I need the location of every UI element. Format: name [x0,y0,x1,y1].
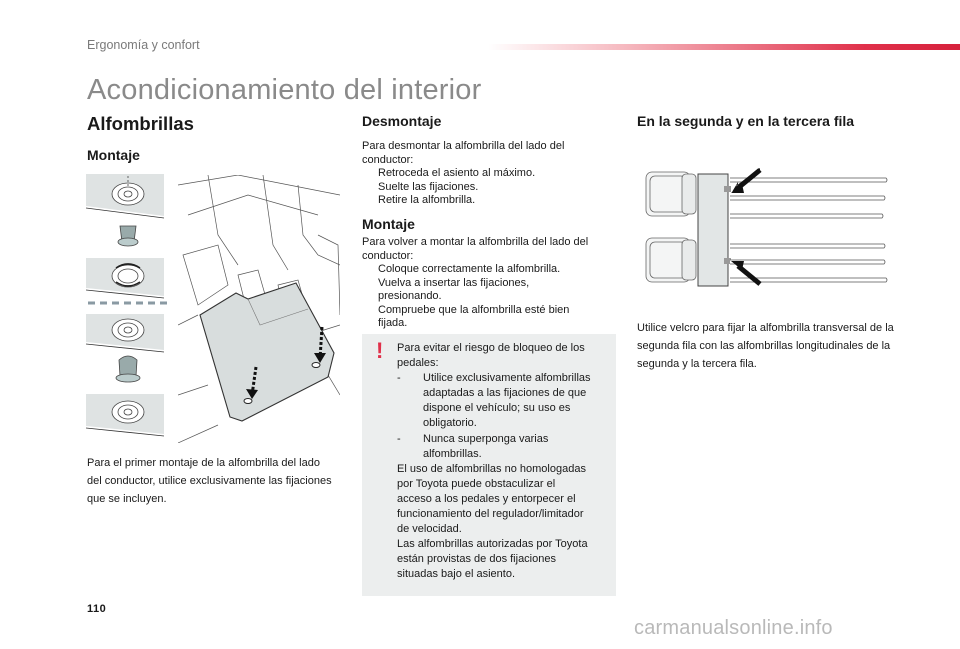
warning-line: pedales: [397,357,439,370]
warning-line: dispone el vehículo; su uso es [423,402,571,415]
step-text: Retire la alfombrilla. [378,194,476,206]
list-item [362,304,616,331]
subheading-desmontaje: Desmontaje [362,113,442,129]
page-number: 110 [87,603,107,615]
subheading-montaje-middle: Montaje [362,216,415,232]
warning-text [397,341,607,583]
caption-line: Utilice velcro para fijar la alfombrilla transversal [637,322,867,334]
step-text: Coloque correctamente la alfombrilla. [378,263,561,275]
second-third-row-mats-illustration [638,160,888,290]
warning-line: Para evitar el riesgo de bloqueo de los [397,342,585,354]
intro-line: Para volver a montar la alfombrilla del lado del [362,236,589,248]
caption-line: de la segunda fila con las alfombrillas [637,322,894,352]
warning-line: El uso de alfombrillas no homologadas [397,462,586,475]
dash-marker: - [397,372,401,385]
warning-icon: ! [376,338,384,363]
watermark: carmanualsonline.info [634,617,833,639]
list-item [362,181,612,195]
warning-line: acceso a los pedales y entorpecer el [397,492,576,505]
intro-line: conductor: [362,153,414,166]
fastener-detail-illustration [86,172,168,442]
montaje-caption [87,454,337,508]
header-accent-bar [488,44,960,50]
step-text: Vuelva a insertar las fijaciones, [378,276,530,289]
warning-line: Nunca superponga varias [423,432,549,445]
bullet-icon [362,304,378,331]
caption-line: lado del conductor, utilice exclusivamente las [87,457,320,487]
footwell-mat-illustration [178,175,340,443]
warning-line: Las alfombrillas autorizadas por Toyota [397,538,588,551]
step-text: fijada. [378,317,408,329]
page-title: Acondicionamiento del interior [87,74,482,106]
warning-line: por Toyota puede obstaculizar el [397,477,556,490]
montaje-instructions [362,236,616,331]
list-item [362,167,612,181]
second-third-row-caption [637,319,897,373]
list-item [362,277,616,304]
bullet-icon [362,194,378,208]
warning-line: Utilice exclusivamente alfombrillas [423,372,591,385]
bullet-icon [362,167,378,181]
intro-line: Para desmontar la alfombrilla del lado del [362,140,565,152]
dash-marker: - [397,432,401,445]
warning-line: situadas bajo el asiento. [397,568,516,581]
subheading-montaje-left: Montaje [87,147,140,163]
caption-line: Para el primer montaje de la alfombrilla del [87,457,297,469]
bullet-icon [362,277,378,304]
step-text: presionando. [378,290,442,302]
bullet-icon [362,263,378,277]
warning-line: alfombrillas. [423,447,482,460]
warning-line: de velocidad. [397,523,462,536]
list-item [362,194,612,208]
step-text: Suelte las fijaciones. [378,180,479,193]
desmontaje-instructions [362,140,612,208]
warning-list-item [397,432,607,462]
intro-line: conductor: [362,249,414,262]
caption-line: longitudinales de la segunda y la tercera fila. [637,340,891,370]
bullet-icon [362,181,378,195]
subheading-second-third-row: En la segunda y en la tercera fila [637,113,855,129]
list-item [362,263,616,277]
warning-line: están provistas de dos fijaciones [397,553,556,566]
warning-list-item [397,371,607,431]
section-heading-alfombrillas: Alfombrillas [87,113,194,134]
chapter-title: Ergonomía y confort [87,38,200,52]
caption-line: fijaciones que se incluyen. [87,475,332,505]
step-text: Compruebe que la alfombrilla esté bien [378,303,570,316]
step-text: Retroceda el asiento al máximo. [378,167,536,179]
warning-line: funcionamiento del regulador/limitador [397,508,584,521]
warning-line: adaptadas a las fijaciones de que [423,387,587,400]
warning-line: obligatorio. [423,417,477,430]
